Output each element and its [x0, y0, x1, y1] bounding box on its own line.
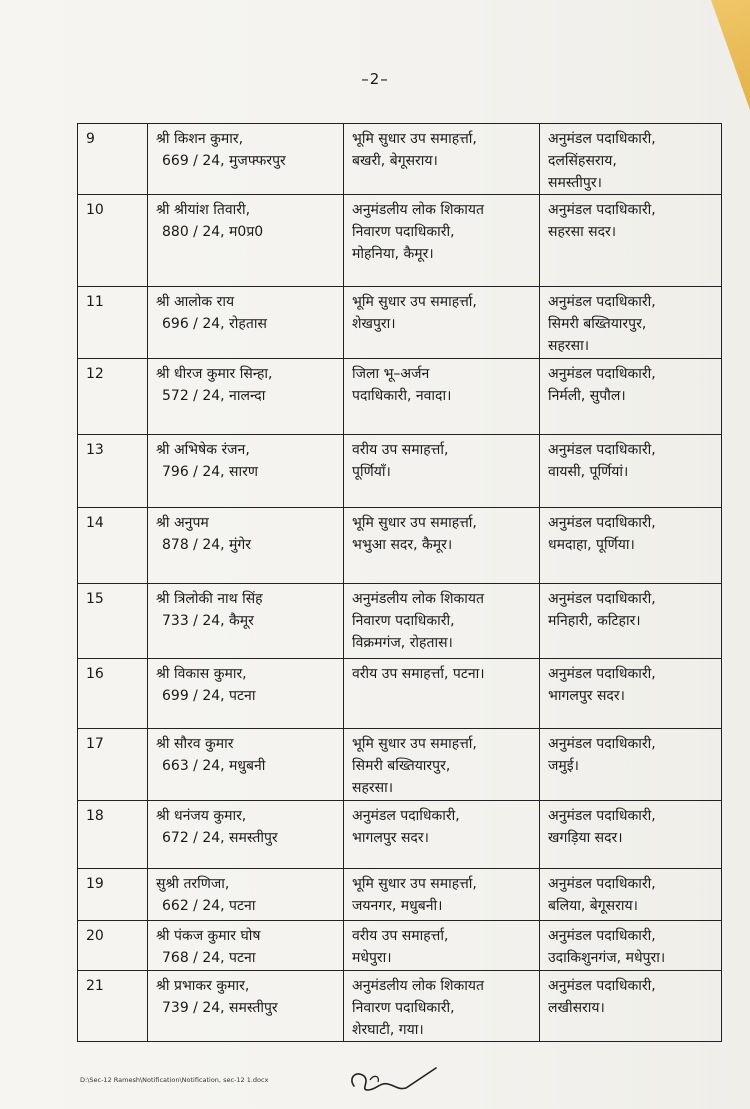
- new-posting-line: समस्तीपुर।: [548, 175, 602, 191]
- officer-batch-id: 662 / 24, पटना: [162, 898, 256, 914]
- table-row: [78, 287, 722, 359]
- signature-mark: [340, 1060, 440, 1100]
- new-posting-line: उदाकिशुनगंज, मधेपुरा।: [548, 950, 666, 966]
- table-row: [78, 971, 722, 1042]
- officer-name: श्री श्रीयांश तिवारी,: [156, 202, 251, 218]
- new-posting-line: भागलपुर सदर।: [548, 688, 625, 704]
- officer-batch-id: 699 / 24, पटना: [162, 688, 256, 704]
- officer-batch-id: 663 / 24, मधुबनी: [162, 758, 266, 774]
- new-posting-line: सहरसा सदर।: [548, 224, 617, 240]
- serial-number-cell: 15: [78, 584, 148, 659]
- current-posting-line: वरीय उप समाहर्त्ता,: [352, 442, 449, 458]
- new-posting-cell: [540, 971, 722, 1042]
- table-row: [78, 584, 722, 659]
- officer-batch-id: 739 / 24, समस्तीपुर: [162, 1000, 278, 1016]
- new-posting-line: निर्मली, सुपौल।: [548, 388, 626, 404]
- serial-number-cell: 17: [78, 729, 148, 801]
- officer-name: श्री पंकज कुमार घोष: [156, 928, 261, 944]
- officer-cell: [148, 359, 344, 435]
- posting-table: [77, 123, 722, 1042]
- current-posting-line: पदाधिकारी, नवादा।: [352, 388, 452, 404]
- current-posting-line: सहरसा।: [352, 780, 394, 796]
- new-posting-line: अनुमंडल पदाधिकारी,: [548, 515, 656, 531]
- serial-number-cell: 12: [78, 359, 148, 435]
- officer-name: श्री सौरव कुमार: [156, 736, 234, 752]
- new-posting-line: अनुमंडल पदाधिकारी,: [548, 876, 656, 892]
- officer-cell: [148, 435, 344, 508]
- serial-number-cell: 13: [78, 435, 148, 508]
- posting-table-body: [78, 124, 722, 1042]
- new-posting-line: अनुमंडल पदाधिकारी,: [548, 928, 656, 944]
- current-posting-line: वरीय उप समाहर्त्ता,: [352, 928, 449, 944]
- current-posting-line: निवारण पदाधिकारी,: [352, 613, 455, 629]
- serial-number-cell: 14: [78, 508, 148, 584]
- current-posting-line: अनुमंडलीय लोक शिकायत: [352, 978, 484, 994]
- new-posting-line: सिमरी बख्तियारपुर,: [548, 316, 647, 332]
- officer-cell: [148, 659, 344, 729]
- new-posting-cell: [540, 508, 722, 584]
- current-posting-cell: [344, 435, 540, 508]
- officer-cell: [148, 195, 344, 287]
- new-posting-cell: [540, 584, 722, 659]
- current-posting-line: भूमि सुधार उप समाहर्त्ता,: [352, 876, 477, 892]
- table-row: [78, 359, 722, 435]
- current-posting-line: मोहनिया, कैमूर।: [352, 246, 434, 262]
- footer-file-path: D:\Sec-12 Ramesh\Notification\Notification, sec-12 1.docx: [80, 1076, 269, 1084]
- officer-cell: [148, 287, 344, 359]
- new-posting-line: लखीसराय।: [548, 1000, 605, 1016]
- serial-number-cell: 20: [78, 921, 148, 971]
- new-posting-line: अनुमंडल पदाधिकारी,: [548, 808, 656, 824]
- current-posting-cell: [344, 971, 540, 1042]
- current-posting-line: अनुमंडलीय लोक शिकायत: [352, 202, 484, 218]
- new-posting-line: जमुई।: [548, 758, 579, 774]
- new-posting-cell: [540, 729, 722, 801]
- new-posting-cell: [540, 435, 722, 508]
- officer-cell: [148, 921, 344, 971]
- current-posting-line: शेखपुरा।: [352, 316, 396, 332]
- officer-cell: [148, 124, 344, 195]
- new-posting-cell: [540, 869, 722, 921]
- serial-number-cell: 18: [78, 801, 148, 869]
- serial-number-cell: 21: [78, 971, 148, 1042]
- officer-cell: [148, 584, 344, 659]
- officer-batch-id: 878 / 24, मुंगेर: [162, 537, 252, 553]
- current-posting-cell: [344, 801, 540, 869]
- table-row: [78, 124, 722, 195]
- current-posting-line: सिमरी बख्तियारपुर,: [352, 758, 451, 774]
- new-posting-cell: [540, 659, 722, 729]
- table-row: [78, 729, 722, 801]
- current-posting-cell: [344, 659, 540, 729]
- new-posting-cell: [540, 287, 722, 359]
- officer-name: श्री किशन कुमार,: [156, 131, 244, 147]
- officer-cell: [148, 508, 344, 584]
- current-posting-line: जयनगर, मधुबनी।: [352, 898, 443, 914]
- new-posting-cell: [540, 921, 722, 971]
- new-posting-line: बलिया, बेगूसराय।: [548, 898, 638, 914]
- officer-cell: [148, 971, 344, 1042]
- officer-name: सुश्री तरणिजा,: [156, 876, 230, 892]
- serial-number-cell: 16: [78, 659, 148, 729]
- current-posting-cell: [344, 359, 540, 435]
- serial-number-cell: 19: [78, 869, 148, 921]
- new-posting-line: खगड़िया सदर।: [548, 830, 623, 846]
- current-posting-cell: [344, 729, 540, 801]
- officer-name: श्री धनंजय कुमार,: [156, 808, 247, 824]
- current-posting-line: भूमि सुधार उप समाहर्त्ता,: [352, 131, 477, 147]
- current-posting-line: भूमि सुधार उप समाहर्त्ता,: [352, 294, 477, 310]
- new-posting-line: अनुमंडल पदाधिकारी,: [548, 442, 656, 458]
- serial-number-cell: 11: [78, 287, 148, 359]
- current-posting-line: मधेपुरा।: [352, 950, 392, 966]
- current-posting-line: भागलपुर सदर।: [352, 830, 429, 846]
- current-posting-line: निवारण पदाधिकारी,: [352, 1000, 455, 1016]
- current-posting-line: भूमि सुधार उप समाहर्त्ता,: [352, 515, 477, 531]
- officer-name: श्री अनुपम: [156, 515, 209, 531]
- current-posting-cell: [344, 287, 540, 359]
- officer-name: श्री विकास कुमार,: [156, 666, 247, 682]
- current-posting-line: अनुमंडल पदाधिकारी,: [352, 808, 460, 824]
- current-posting-line: भभुआ सदर, कैमूर।: [352, 537, 453, 553]
- page-number: –2–: [361, 70, 389, 88]
- current-posting-cell: [344, 124, 540, 195]
- officer-batch-id: 796 / 24, सारण: [162, 464, 258, 480]
- officer-cell: [148, 801, 344, 869]
- officer-cell: [148, 729, 344, 801]
- current-posting-cell: [344, 195, 540, 287]
- table-row: [78, 869, 722, 921]
- new-posting-line: अनुमंडल पदाधिकारी,: [548, 666, 656, 682]
- officer-batch-id: 880 / 24, म0प्र0: [162, 224, 264, 240]
- current-posting-line: निवारण पदाधिकारी,: [352, 224, 455, 240]
- current-posting-line: पूर्णियाँ।: [352, 464, 391, 480]
- new-posting-cell: [540, 124, 722, 195]
- new-posting-line: अनुमंडल पदाधिकारी,: [548, 131, 656, 147]
- new-posting-line: अनुमंडल पदाधिकारी,: [548, 591, 656, 607]
- officer-batch-id: 733 / 24, कैमूर: [162, 613, 254, 629]
- officer-batch-id: 669 / 24, मुजफ्फरपुर: [162, 153, 286, 169]
- officer-cell: [148, 869, 344, 921]
- current-posting-line: जिला भू–अर्जन: [352, 366, 430, 382]
- current-posting-cell: [344, 584, 540, 659]
- table-row: [78, 801, 722, 869]
- paper-corner-tab: [690, 0, 750, 110]
- current-posting-line: वरीय उप समाहर्त्ता, पटना।: [352, 666, 485, 682]
- current-posting-line: शेरघाटी, गया।: [352, 1022, 424, 1038]
- current-posting-cell: [344, 508, 540, 584]
- new-posting-line: अनुमंडल पदाधिकारी,: [548, 978, 656, 994]
- new-posting-line: मनिहारी, कटिहार।: [548, 613, 641, 629]
- current-posting-line: अनुमंडलीय लोक शिकायत: [352, 591, 484, 607]
- new-posting-line: धमदाहा, पूर्णिया।: [548, 537, 635, 553]
- officer-name: श्री प्रभाकर कुमार,: [156, 978, 250, 994]
- current-posting-cell: [344, 869, 540, 921]
- new-posting-cell: [540, 195, 722, 287]
- serial-number-cell: 10: [78, 195, 148, 287]
- officer-batch-id: 572 / 24, नालन्दा: [162, 388, 266, 404]
- officer-name: श्री आलोक राय: [156, 294, 235, 310]
- new-posting-line: अनुमंडल पदाधिकारी,: [548, 736, 656, 752]
- table-row: [78, 195, 722, 287]
- new-posting-cell: [540, 359, 722, 435]
- new-posting-line: दलसिंहसराय,: [548, 153, 617, 169]
- new-posting-line: अनुमंडल पदाधिकारी,: [548, 366, 656, 382]
- officer-name: श्री त्रिलोकी नाथ सिंह: [156, 591, 263, 607]
- table-row: [78, 659, 722, 729]
- new-posting-line: सहरसा।: [548, 338, 590, 354]
- current-posting-cell: [344, 921, 540, 971]
- serial-number-cell: 9: [78, 124, 148, 195]
- officer-name: श्री धीरज कुमार सिन्हा,: [156, 366, 273, 382]
- current-posting-line: विक्रमगंज, रोहतास।: [352, 635, 453, 651]
- new-posting-line: अनुमंडल पदाधिकारी,: [548, 202, 656, 218]
- table-row: [78, 921, 722, 971]
- new-posting-cell: [540, 801, 722, 869]
- officer-name: श्री अभिषेक रंजन,: [156, 442, 250, 458]
- officer-batch-id: 672 / 24, समस्तीपुर: [162, 830, 278, 846]
- new-posting-line: वायसी, पूर्णियां।: [548, 464, 629, 480]
- table-row: [78, 435, 722, 508]
- new-posting-line: अनुमंडल पदाधिकारी,: [548, 294, 656, 310]
- current-posting-line: बखरी, बेगूसराय।: [352, 153, 438, 169]
- table-row: [78, 508, 722, 584]
- officer-batch-id: 696 / 24, रोहतास: [162, 316, 267, 332]
- current-posting-line: भूमि सुधार उप समाहर्त्ता,: [352, 736, 477, 752]
- officer-batch-id: 768 / 24, पटना: [162, 950, 256, 966]
